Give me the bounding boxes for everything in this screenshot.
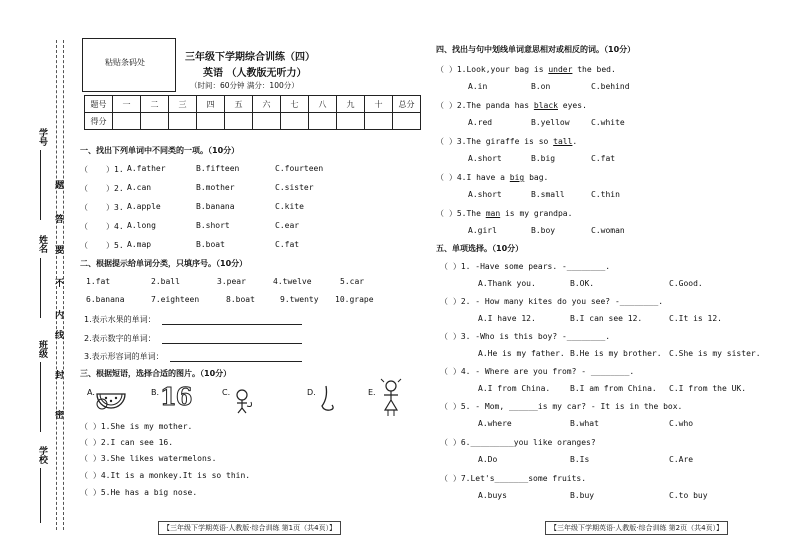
option-b: B.He is my brother. xyxy=(570,349,662,358)
section5-heading: 五、单项选择。（10分） xyxy=(436,244,524,253)
class-line xyxy=(40,362,41,432)
paren-close: ） xyxy=(106,165,114,174)
option-a: A.I have 12. xyxy=(478,314,536,323)
word-item: 10.grape xyxy=(335,295,374,304)
nose-icon xyxy=(316,384,340,416)
score-input-cell[interactable] xyxy=(281,113,309,130)
score-cell: 六 xyxy=(253,96,281,113)
score-cell: 总分 xyxy=(393,96,421,113)
picture-match-item: （ ）2.I can see 16. xyxy=(80,438,174,447)
name-label: 姓名 xyxy=(37,235,47,253)
option-a: A.red xyxy=(468,118,493,127)
option-c: C.Good. xyxy=(669,279,703,288)
sentence-end: . xyxy=(572,137,578,146)
paren-open: （ xyxy=(80,165,88,174)
option-b: B.boat xyxy=(196,240,225,249)
option-b: B.small xyxy=(531,190,565,199)
sentence-start: （ ）1.Look,your bag is xyxy=(436,65,549,74)
option-a: A.in xyxy=(468,82,488,91)
school-label: 学校 xyxy=(37,446,47,464)
score-cell: 九 xyxy=(337,96,365,113)
antonym-item xyxy=(436,136,577,147)
option-a: A.Do xyxy=(478,455,498,464)
option-a: A.apple xyxy=(127,202,161,211)
score-cell: 十 xyxy=(365,96,393,113)
option-b: B.yellow xyxy=(531,118,570,127)
option-b: B.Is xyxy=(570,455,590,464)
section1-item xyxy=(80,183,124,194)
antonym-item xyxy=(436,100,587,111)
score-input-cell[interactable] xyxy=(113,113,141,130)
option-a: A.buys xyxy=(478,491,507,500)
section1-item xyxy=(80,164,124,175)
word-item: 8.boat xyxy=(226,295,255,304)
paren-close: ） xyxy=(106,241,114,250)
score-cell: 题号 xyxy=(85,96,113,113)
option-c: C.Are xyxy=(669,455,694,464)
section1-item xyxy=(80,221,124,232)
score-cell: 一 xyxy=(113,96,141,113)
score-table-score-row xyxy=(85,113,421,130)
paren-close: ） xyxy=(106,203,114,212)
option-b: B.fifteen xyxy=(196,164,240,173)
word-item: 6.banana xyxy=(86,295,125,304)
student-number-label: 学号 xyxy=(37,128,47,146)
word-item: 1.fat xyxy=(86,277,111,286)
word-item: 4.twelve xyxy=(273,277,312,286)
option-a: A.father xyxy=(127,164,166,173)
seal-word: 题 xyxy=(53,180,63,189)
score-row-label: 得分 xyxy=(85,113,113,130)
option-c: C.white xyxy=(591,118,625,127)
score-table xyxy=(84,95,421,130)
picture-label: B. xyxy=(151,388,160,397)
classify-q2: 2.表示数字的单词： xyxy=(84,334,156,343)
option-c: C.who xyxy=(669,419,694,428)
option-c: C.ear xyxy=(275,221,300,230)
score-input-cell[interactable] xyxy=(253,113,281,130)
score-cell: 八 xyxy=(309,96,337,113)
option-b: B.I am from China. xyxy=(570,384,657,393)
option-a: A.map xyxy=(127,240,152,249)
underlined-word: black xyxy=(533,101,558,110)
paren-open: （ xyxy=(80,222,88,231)
score-input-cell[interactable] xyxy=(393,113,421,130)
picture-label: A. xyxy=(87,388,95,397)
score-table-header-row xyxy=(85,96,421,113)
word-item: 2.ball xyxy=(151,277,180,286)
antonym-item xyxy=(436,64,616,75)
option-a: A.He is my father. xyxy=(478,349,565,358)
choice-question: （ ）3. -Who is this boy? -________. xyxy=(440,332,611,341)
score-input-cell[interactable] xyxy=(309,113,337,130)
answer-line[interactable] xyxy=(162,343,302,344)
answer-line[interactable] xyxy=(170,361,302,362)
sentence-start: （ ）4.I have a xyxy=(436,173,510,182)
word-item: 9.twenty xyxy=(280,295,319,304)
underlined-word: big xyxy=(509,173,525,182)
antonym-item xyxy=(436,172,548,183)
score-input-cell[interactable] xyxy=(365,113,393,130)
choice-question: （ ）7.Let's_______some fruits. xyxy=(440,474,587,483)
watermelon-icon xyxy=(94,384,128,412)
seal-word: 内 xyxy=(53,310,63,319)
seal-word: 封 xyxy=(53,370,63,379)
score-input-cell[interactable] xyxy=(141,113,169,130)
section1-item xyxy=(80,240,124,251)
section1-heading: 一、找出下列单词中不同类的一项。（10分） xyxy=(80,146,240,155)
exam-subtitle: 英语 （人教版无听力） xyxy=(203,68,307,79)
word-item: 3.pear xyxy=(217,277,246,286)
score-cell: 七 xyxy=(281,96,309,113)
option-a: A.short xyxy=(468,154,502,163)
option-b: B.big xyxy=(531,154,556,163)
choice-question: （ ）5. - Mom, ______is my car? - It is in the box. xyxy=(440,402,683,411)
option-a: A.long xyxy=(127,221,156,230)
underlined-word: under xyxy=(548,65,573,74)
barcode-box xyxy=(82,38,176,92)
option-c: C.It is 12. xyxy=(669,314,722,323)
choice-question: （ ）1. -Have some pears. -________. xyxy=(440,262,611,271)
page-footer-right: 【三年级下学期英语·人教版·综合训练 第2页（共4页）】 xyxy=(545,521,728,535)
paren-open: （ xyxy=(80,241,88,250)
picture-label: D. xyxy=(307,388,316,397)
exam-meta: （时间：60分钟 满分：100分） xyxy=(190,81,299,90)
picture-match-item: （ ）3.She likes watermelons. xyxy=(80,454,217,463)
choice-question: （ ）6._________you like oranges? xyxy=(440,438,596,447)
option-b: B.buy xyxy=(570,491,595,500)
paren-close: ） xyxy=(106,184,114,193)
sentence-start: （ ）2.The panda has xyxy=(436,101,534,110)
sentence-end: eyes. xyxy=(557,101,587,110)
seal-word: 要 xyxy=(53,245,63,254)
choice-question: （ ）4. - Where are you from? - ________. xyxy=(440,367,635,376)
monkey-icon xyxy=(229,388,255,414)
school-line xyxy=(40,468,41,523)
number-sixteen-picture: 16 xyxy=(160,382,192,411)
choice-question: （ ）2. - How many kites do you see? -________. xyxy=(440,297,664,306)
section3-heading: 三、根据短语，选择合适的图片。（10分） xyxy=(80,369,232,378)
answer-line[interactable] xyxy=(162,324,302,325)
option-c: C.I from the UK. xyxy=(669,384,747,393)
name-line xyxy=(40,258,41,318)
item-number: 3. xyxy=(114,203,124,212)
option-b: B.I can see 12. xyxy=(570,314,643,323)
word-item: 7.eighteen xyxy=(151,295,200,304)
underlined-word: tall xyxy=(553,137,573,146)
option-c: C.kite xyxy=(275,202,304,211)
option-c: C.fat xyxy=(591,154,616,163)
exam-title: 三年级下学期综合训练（四） xyxy=(185,52,315,63)
score-input-cell[interactable] xyxy=(169,113,197,130)
sentence-end: bag. xyxy=(524,173,549,182)
option-b: B.mother xyxy=(196,183,235,192)
seal-word: 密 xyxy=(53,410,63,419)
picture-label: E. xyxy=(368,388,376,397)
sentence-start: （ ）3.The giraffe is so xyxy=(436,137,554,146)
option-c: C.behind xyxy=(591,82,630,91)
paren-open: （ xyxy=(80,203,88,212)
option-b: B.what xyxy=(570,419,599,428)
underlined-word: man xyxy=(485,209,501,218)
score-input-cell[interactable] xyxy=(225,113,253,130)
option-a: A.where xyxy=(478,419,512,428)
sentence-end: is my grandpa. xyxy=(500,209,573,218)
option-a: A.Thank you. xyxy=(478,279,536,288)
score-cell: 五 xyxy=(225,96,253,113)
picture-label: C. xyxy=(222,388,231,397)
score-cell: 二 xyxy=(141,96,169,113)
classify-q1: 1.表示水果的单词： xyxy=(84,315,156,324)
item-number: 4. xyxy=(114,222,124,231)
picture-match-item: （ ）5.He has a big nose. xyxy=(80,488,198,497)
option-b: B.boy xyxy=(531,226,556,235)
class-label: 班级 xyxy=(37,340,47,358)
score-input-cell[interactable] xyxy=(337,113,365,130)
option-c: C.She is my sister. xyxy=(669,349,761,358)
woman-figure-icon xyxy=(378,378,404,418)
picture-match-item: （ ）1.She is my mother. xyxy=(80,422,193,431)
option-b: B.OK. xyxy=(570,279,595,288)
score-cell: 三 xyxy=(169,96,197,113)
option-a: A.I from China. xyxy=(478,384,551,393)
option-a: A.can xyxy=(127,183,152,192)
option-b: B.short xyxy=(196,221,230,230)
seal-word: 答 xyxy=(53,214,63,223)
option-b: B.on xyxy=(531,82,551,91)
paren-open: （ xyxy=(80,184,88,193)
student-number-line xyxy=(40,150,41,220)
score-cell: 四 xyxy=(197,96,225,113)
score-input-cell[interactable] xyxy=(197,113,225,130)
page-footer-left: 【三年级下学期英语·人教版·综合训练 第1页（共4页）】 xyxy=(158,521,341,535)
item-number: 1. xyxy=(114,165,124,174)
option-c: C.woman xyxy=(591,226,625,235)
sentence-end: the bed. xyxy=(572,65,616,74)
classify-q3: 3.表示形容词的单词： xyxy=(84,352,164,361)
barcode-label: 粘贴条码处 xyxy=(105,58,145,67)
option-b: B.banana xyxy=(196,202,235,211)
section4-heading: 四、找出与句中划线单词意思相对或相反的词。（10分） xyxy=(436,45,636,54)
antonym-item xyxy=(436,208,572,219)
section1-item xyxy=(80,202,124,213)
picture-match-item: （ ）4.It is a monkey.It is so thin. xyxy=(80,471,251,480)
seal-word: 不 xyxy=(53,278,63,287)
paren-close: ） xyxy=(106,222,114,231)
sentence-start: （ ）5.The xyxy=(436,209,486,218)
word-item: 5.car xyxy=(340,277,365,286)
section2-heading: 二、根据提示给单词分类，只填序号。（10分） xyxy=(80,259,248,268)
option-a: A.girl xyxy=(468,226,497,235)
item-number: 5. xyxy=(114,241,124,250)
option-c: C.to buy xyxy=(669,491,708,500)
option-c: C.fourteen xyxy=(275,164,324,173)
item-number: 2. xyxy=(114,184,124,193)
option-c: C.sister xyxy=(275,183,314,192)
seal-word: 线 xyxy=(53,330,63,339)
option-c: C.fat xyxy=(275,240,300,249)
option-c: C.thin xyxy=(591,190,620,199)
option-a: A.short xyxy=(468,190,502,199)
